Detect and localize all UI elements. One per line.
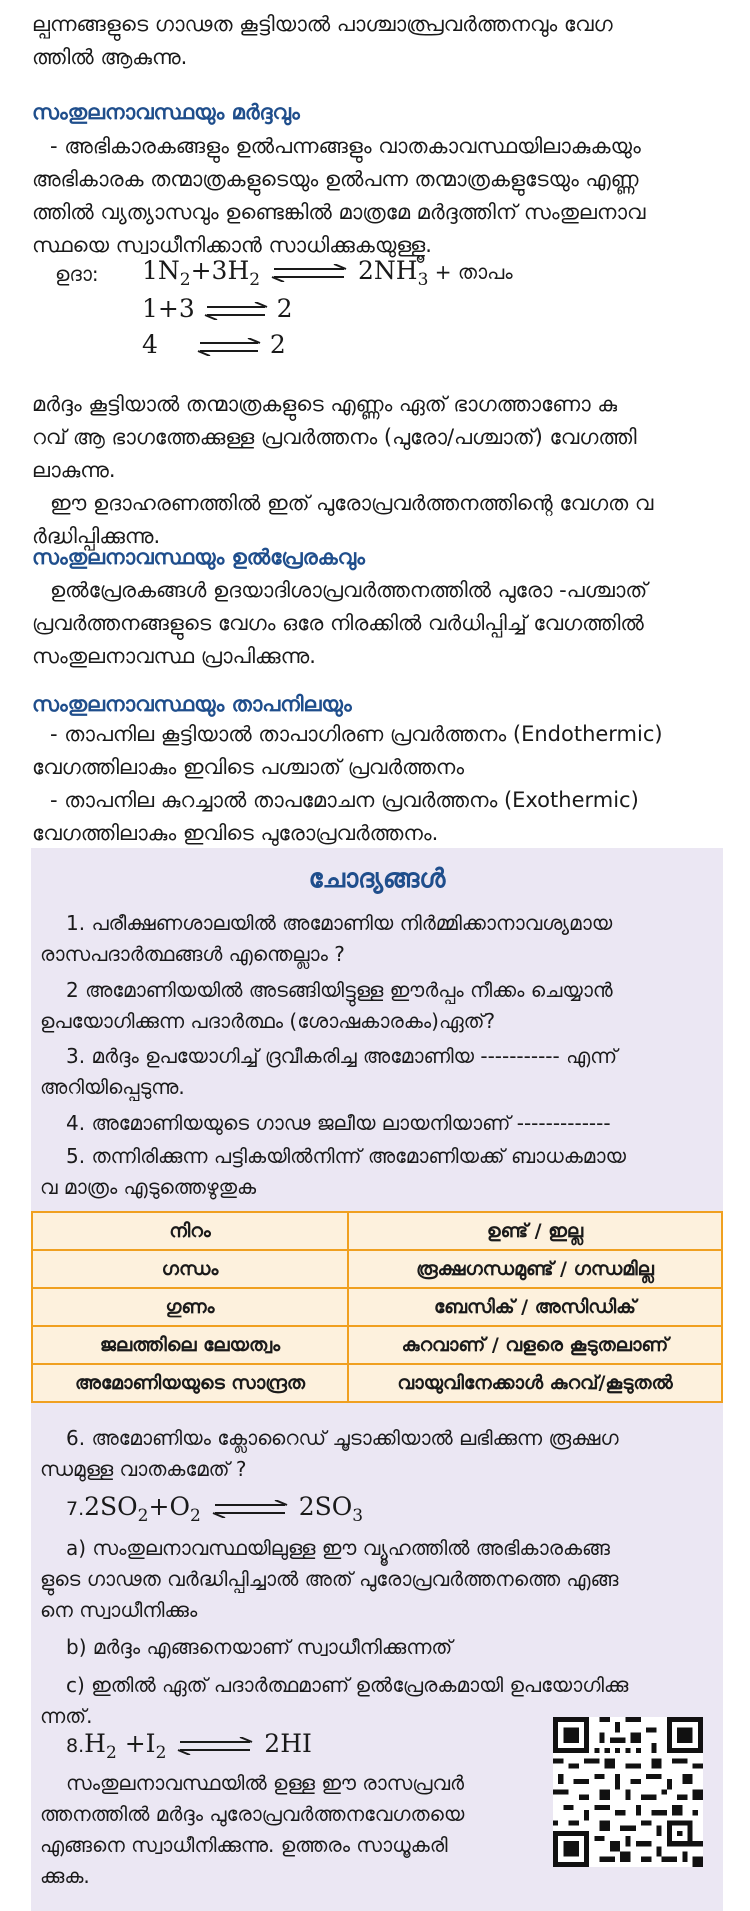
eq-heat: + താപം xyxy=(428,260,513,284)
table-row xyxy=(32,1288,722,1326)
questions-box xyxy=(31,848,723,1911)
text-line: ളുടെ ഗാഢത വർദ്ധിപ്പിച്ചാൽ അത് പുരോപ്രവർത്തനത്തെ എങ്ങ xyxy=(40,1567,619,1591)
question-7a xyxy=(40,1533,716,1626)
eq-term: 2SO xyxy=(84,1492,138,1521)
text-line: 4. അമോണിയയുടെ ഗാഢ ജലീയ ലായനിയാണ് ------------- xyxy=(66,1111,611,1135)
text-line: ഉൽപ്രേരകങ്ങൾ ഉദയാദിശാപ്രവർത്തനത്തിൽ പുരോ -പശ്ചാത് xyxy=(50,578,648,602)
question-7-equation xyxy=(66,1491,363,1532)
text-line: അറിയിപ്പെടുന്നു. xyxy=(40,1075,185,1099)
table-cell: നിറം xyxy=(32,1212,348,1250)
eq-term: 1+3 xyxy=(142,294,195,323)
questions-title: ചോദ്യങ്ങൾ xyxy=(308,864,446,894)
table-cell: ഗുണം xyxy=(32,1288,348,1326)
text-line: എങ്ങനെ സ്വാധീനിക്കുന്നു. ഉത്തരം സാധൂകരി xyxy=(40,1833,448,1857)
equation-ammonia xyxy=(142,255,513,296)
text-line: രാസപദാർത്ഥങ്ങൾ എന്തെല്ലാം ? xyxy=(40,942,345,966)
eq-subscript: 3 xyxy=(352,1506,364,1526)
text-line: നെ സ്വാധീനിക്കും xyxy=(40,1598,198,1622)
intro-line: ത്തിൽ ആകുന്നു. xyxy=(32,45,188,69)
eq-term: H xyxy=(84,1729,106,1758)
eq-term: 2SO xyxy=(298,1492,353,1521)
eq-term: +3H xyxy=(190,256,250,285)
equilibrium-arrow-icon xyxy=(209,1500,291,1518)
text-line: വേഗത്തിലാകും ഇവിടെ പശ്ചാത് പ്രവർത്തനം xyxy=(32,755,465,779)
table-cell: അമോണിയയുടെ സാന്ദ്രത xyxy=(32,1364,348,1402)
pressure-explanation xyxy=(32,388,720,553)
text-line: വേഗത്തിലാകും ഇവിടെ പുരോപ്രവർത്തനം. xyxy=(32,821,439,845)
equation-mole-total xyxy=(142,329,286,361)
equilibrium-arrow-icon xyxy=(174,1737,256,1755)
text-line: ലാകുന്നു. xyxy=(32,458,116,482)
table-row xyxy=(32,1250,722,1288)
text-line: 3. മർദ്ദം ഉപയോഗിച്ച് ദ്രവീകരിച്ച അമോണിയ ----------- എന്ന് xyxy=(66,1044,618,1068)
text-line: ന്നത്. xyxy=(40,1704,93,1728)
question-5 xyxy=(40,1141,716,1203)
text-line: അഭികാരക തന്മാത്രകളുടെയും ഉൽപന്ന തന്മാത്രകളുടേയും എണ്ണ xyxy=(32,167,639,191)
eq-subscript: 2 xyxy=(189,1506,201,1526)
eq-subscript: 2 xyxy=(249,270,261,290)
example-label: ഉദാ: xyxy=(55,262,99,286)
table-cell: കുറവാണ് / വളരെ കൂടുതലാണ് xyxy=(348,1326,722,1364)
temperature-paragraph xyxy=(32,718,720,850)
eq-term: 1N xyxy=(142,256,180,285)
text-line: 6. അമോണിയം ക്ലോറൈഡ് ചൂടാക്കിയാൽ ലഭിക്കുന്ന രൂക്ഷഗ xyxy=(66,1426,619,1450)
text-line: സ്ഥയെ സ്വാധീനിക്കാൻ സാധിക്കുകയുള്ളൂ. xyxy=(32,233,432,257)
text-line: ർദ്ധിപ്പിക്കുന്നു. xyxy=(32,524,161,548)
qr-code-icon[interactable] xyxy=(553,1716,703,1868)
text-line: 5. തന്നിരിക്കുന്ന പട്ടികയിൽനിന്ന് അമോണിയക്ക് ബാധകമായ xyxy=(66,1144,626,1168)
eq-subscript: 2 xyxy=(155,1743,167,1763)
text-line: ഈ ഉദാഹരണത്തിൽ ഇത് പുരോപ്രവർത്തനത്തിന്റെ വേഗത വ xyxy=(50,491,654,515)
table-row xyxy=(32,1364,722,1402)
table-cell: ജലത്തിലെ ലേയത്വം xyxy=(32,1326,348,1364)
text-line: a) സംതുലനാവസ്ഥയിലുള്ള ഈ വ്യൂഹത്തിൽ അഭികാരകങ്ങ xyxy=(66,1536,610,1560)
section-heading-catalyst: സംതുലനാവസ്ഥയും ഉൽപ്രേരകവും xyxy=(32,545,365,569)
eq-term: 2 xyxy=(276,294,293,323)
text-line: c) ഇതിൽ ഏത് പദാർത്ഥമാണ് ഉൽപ്രേരകമായി ഉപയോഗിക്കു xyxy=(66,1673,629,1697)
pressure-paragraph xyxy=(32,130,720,262)
table-cell: ഉണ്ട് / ഇല്ല xyxy=(348,1212,722,1250)
text-line: ന്ധമുള്ള വാതകമേത് ? xyxy=(40,1457,247,1481)
table-row xyxy=(32,1326,722,1364)
equilibrium-arrow-icon xyxy=(196,338,262,356)
table-cell: ബേസിക് / അസിഡിക് xyxy=(348,1288,722,1326)
eq-term: +O xyxy=(148,1492,190,1521)
question-6 xyxy=(40,1423,716,1485)
eq-subscript: 2 xyxy=(179,270,191,290)
text-line: ഉപയോഗിക്കുന്ന പദാർത്ഥം (ശോഷകാരകം)ഏത്? xyxy=(40,1009,496,1033)
intro-paragraph xyxy=(32,8,720,74)
eq-term: +I xyxy=(116,1729,156,1758)
text-line: ത്തനത്തിൽ മർദ്ദം പുരോപ്രവർത്തനവേഗതയെ xyxy=(40,1802,465,1826)
table-cell: വായുവിനേക്കാൾ കുറവ്/കൂടുതൽ xyxy=(348,1364,722,1402)
text-line: b) മർദ്ദം എങ്ങനെയാണ് സ്വാധീനിക്കുന്നത് xyxy=(66,1635,453,1659)
table-cell: രൂക്ഷഗന്ധമുണ്ട് / ഗന്ധമില്ല xyxy=(348,1250,722,1288)
eq-subscript: 2 xyxy=(137,1506,149,1526)
question-8-text xyxy=(40,1768,540,1892)
eq-term: 2HI xyxy=(264,1729,312,1758)
intro-line: ല്പന്നങ്ങളുടെ ഗാഢത കൂട്ടിയാൽ പാശ്ചാത്പ്രവർത്തനവും വേഗ xyxy=(32,12,613,36)
ammonia-properties-table xyxy=(31,1211,723,1403)
table-cell: ഗന്ധം xyxy=(32,1250,348,1288)
text-line: റവ് ആ ഭാഗത്തേക്കുള്ള പ്രവർത്തനം (പുരോ/പശ്ചാത്) വേഗത്തി xyxy=(32,425,637,449)
table-row xyxy=(32,1212,722,1250)
question-2 xyxy=(40,975,716,1037)
question-number: 8. xyxy=(66,1735,85,1757)
eq-subscript: 3 xyxy=(417,270,429,290)
question-4 xyxy=(40,1108,716,1139)
eq-term: 2 xyxy=(269,330,286,359)
question-3 xyxy=(40,1041,716,1103)
text-line: 1. പരീക്ഷണശാലയിൽ അമോണിയ നിർമ്മിക്കാനാവശ്യമായ xyxy=(66,911,613,935)
text-line: ക്കുക. xyxy=(40,1864,90,1888)
equilibrium-arrow-icon xyxy=(203,302,269,320)
text-line: സംതുലനാവസ്ഥയിൽ ഉള്ള ഈ രാസപ്രവർ xyxy=(66,1771,465,1795)
equilibrium-arrow-icon xyxy=(268,264,350,282)
eq-term: 4 xyxy=(142,330,158,359)
text-line: - താപനില കുറച്ചാൽ താപമോചന പ്രവർത്തനം (Exothermic) xyxy=(50,788,639,812)
catalyst-paragraph xyxy=(32,574,720,673)
text-line: മർദ്ദം കൂട്ടിയാൽ തന്മാത്രകളുടെ എണ്ണം ഏത് ഭാഗത്താണോ കു xyxy=(32,392,618,416)
question-7b xyxy=(40,1632,716,1663)
section-heading-pressure: സംതുലനാവസ്ഥയും മർദ്ദവും xyxy=(32,100,300,124)
text-line: ത്തിൽ വ്യത്യാസവും ഉണ്ടെങ്കിൽ മാത്രമേ മർദ്ദത്തിന് സംതുലനാവ xyxy=(32,200,646,224)
text-line: സംതുലനാവസ്ഥ പ്രാപിക്കുന്നു. xyxy=(32,644,316,668)
text-line: 2 അമോണിയയിൽ അടങ്ങിയിട്ടുള്ള ഈർപ്പം നീക്കം ചെയ്യാൻ xyxy=(66,978,613,1002)
equation-mole-count xyxy=(142,293,293,325)
text-line: പ്രവർത്തനങ്ങളുടെ വേഗം ഒരേ നിരക്കിൽ വർധിപ്പിച്ച് വേഗത്തിൽ xyxy=(32,611,644,635)
text-line: - അഭികാരകങ്ങളും ഉൽപന്നങ്ങളും വാതകാവസ്ഥയിലാകുകയും xyxy=(50,134,641,158)
text-line: - താപനില കൂട്ടിയാൽ താപാഗിരണ പ്രവർത്തനം (Endothermic) xyxy=(50,722,663,746)
question-1 xyxy=(40,908,716,970)
eq-term: 2NH xyxy=(358,256,418,285)
section-heading-temperature: സംതുലനാവസ്ഥയും താപനിലയും xyxy=(32,692,352,716)
text-line: വ മാത്രം എടുത്തെഴുതുക xyxy=(40,1175,257,1199)
question-8-equation xyxy=(66,1728,312,1769)
question-number: 7. xyxy=(66,1498,85,1520)
eq-subscript: 2 xyxy=(105,1743,117,1763)
